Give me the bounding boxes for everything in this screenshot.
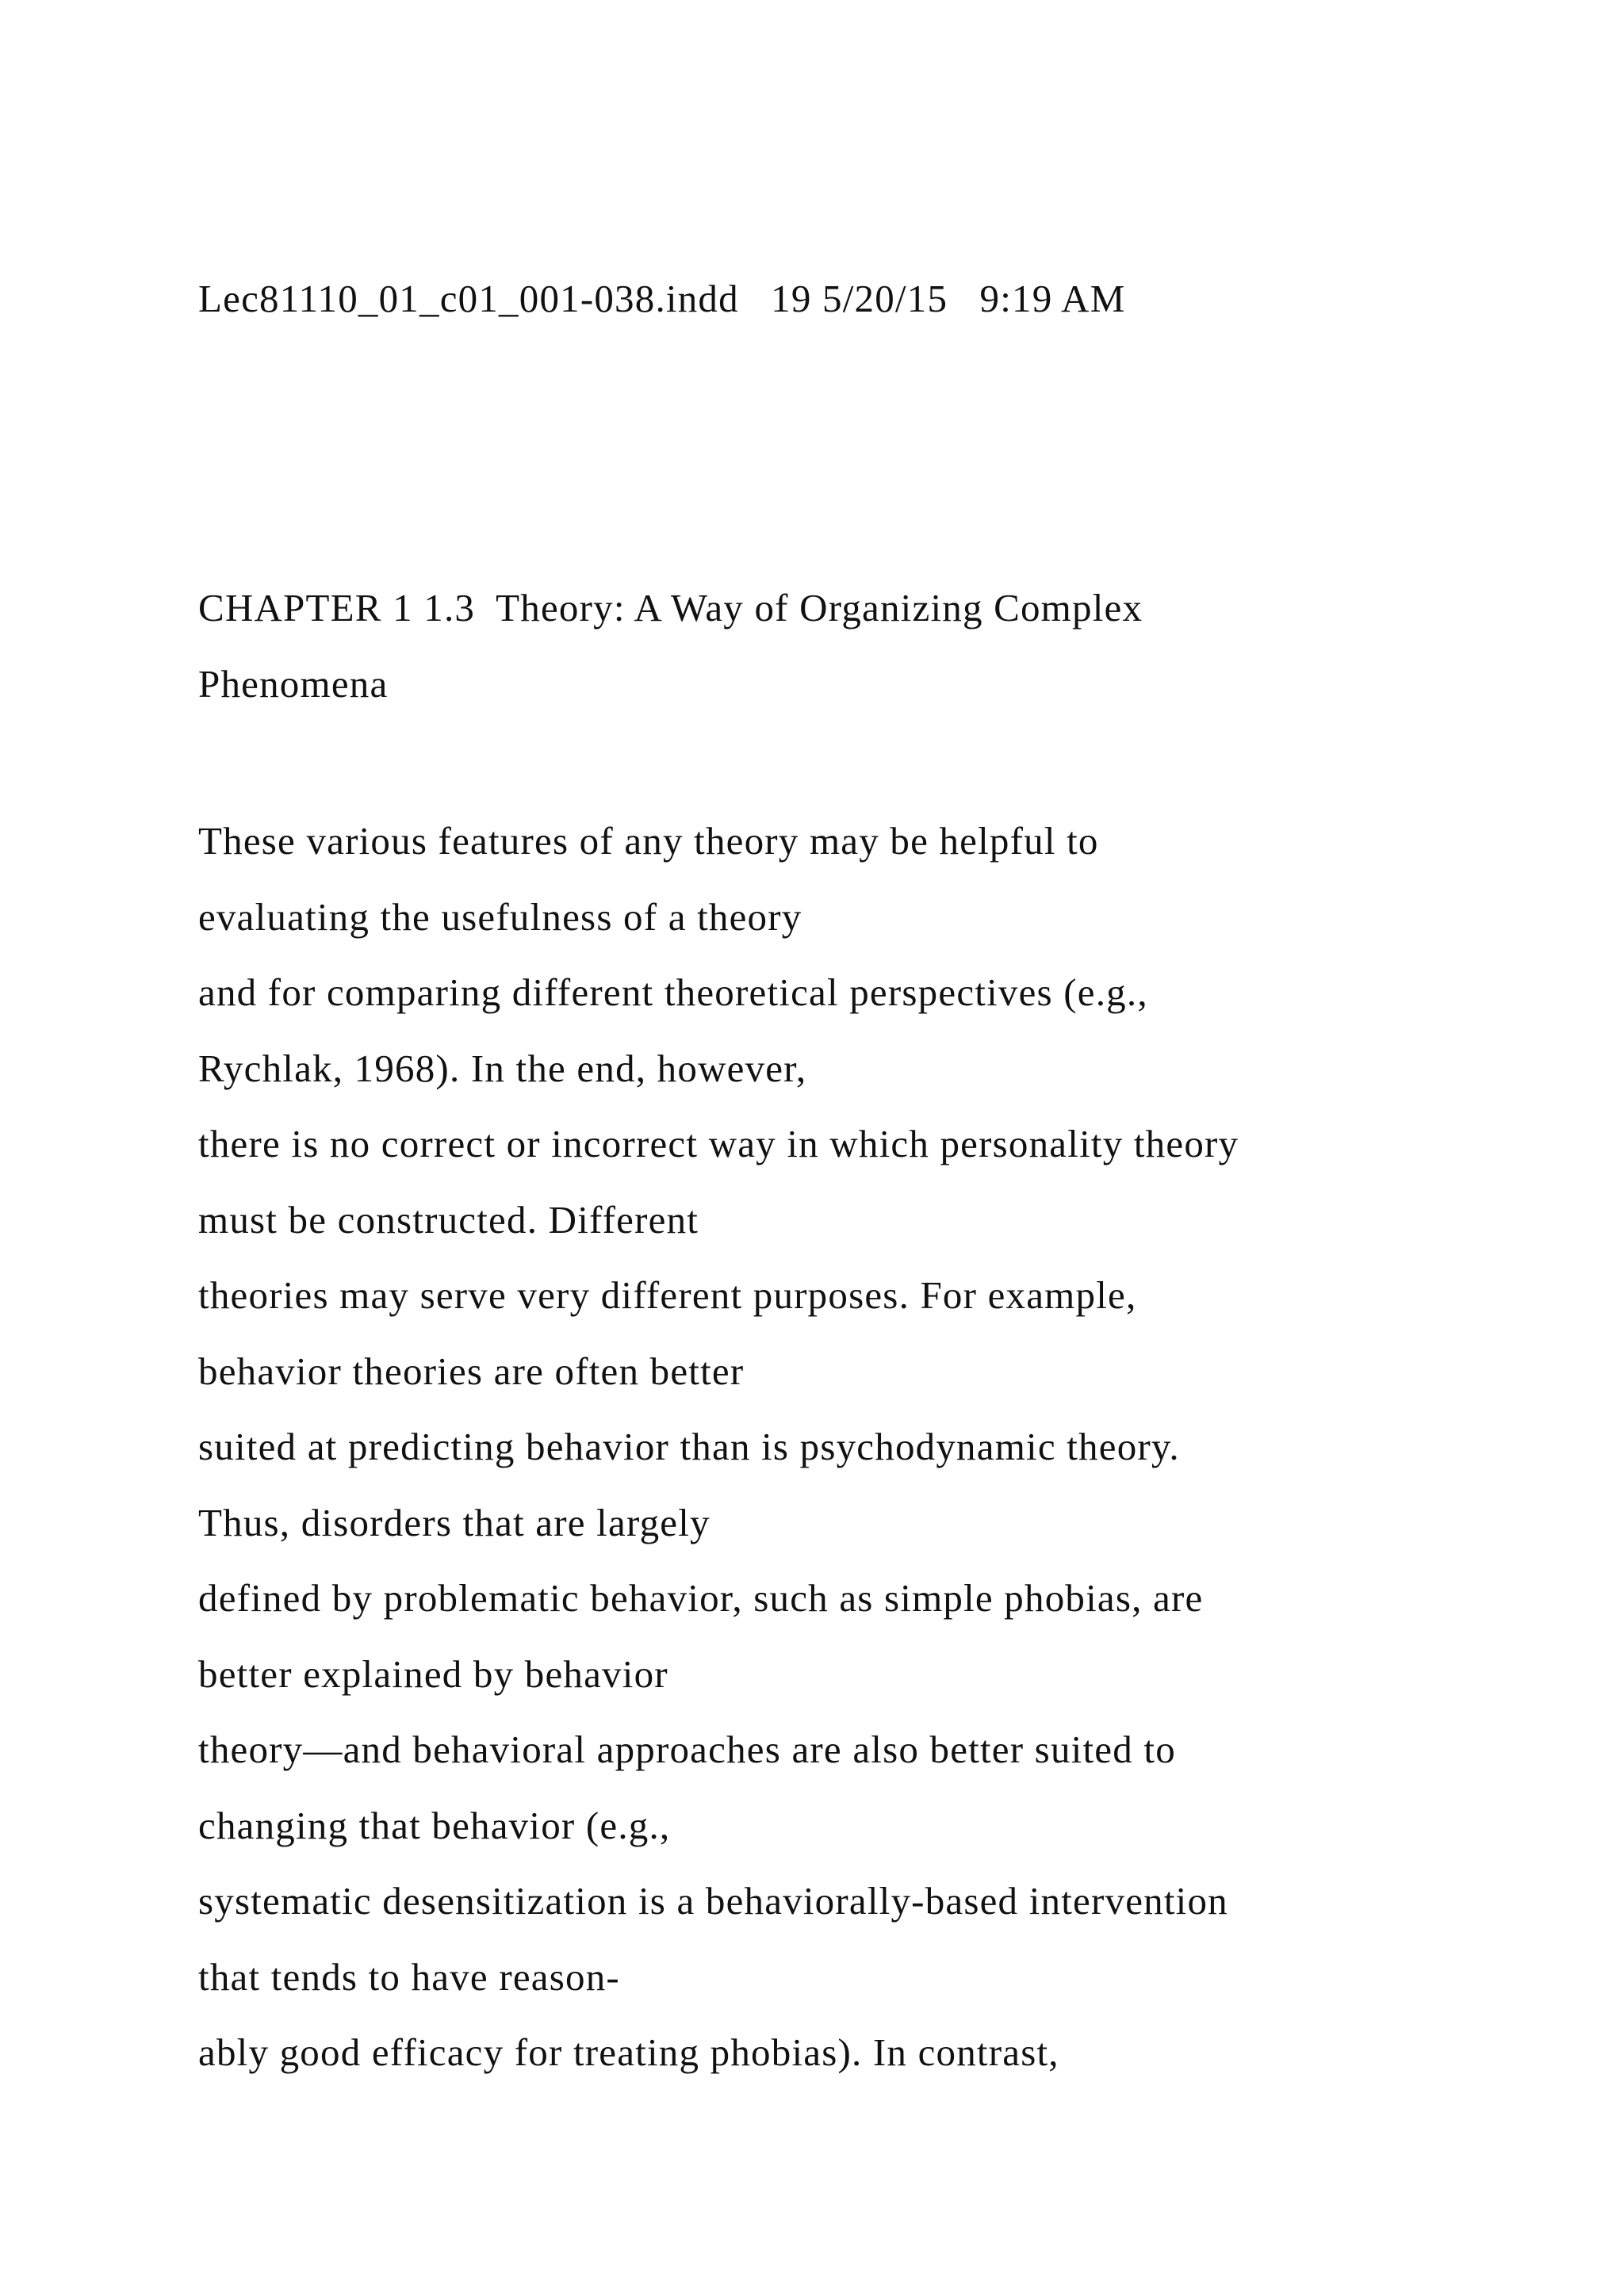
body-line: suited at predicting behavior than is psychodynamic theory. — [198, 1425, 1180, 1468]
body-line: Thus, disorders that are largely — [198, 1501, 710, 1544]
body-line: evaluating the usefulness of a theory — [198, 895, 802, 939]
body-line: behavior theories are often better — [198, 1349, 745, 1393]
file-slug-header: Lec81110_01_c01_001-038.indd 19 5/20/15 9:19 AM — [198, 277, 1126, 320]
body-line: there is no correct or incorrect way in which personality theory — [198, 1122, 1239, 1165]
chapter-heading-line-2: Phenomena — [198, 662, 389, 706]
body-line: and for comparing different theoretical perspectives (e.g., — [198, 970, 1148, 1014]
chapter-heading-line-1: CHAPTER 1 1.3 Theory: A Way of Organizing Complex — [198, 586, 1143, 629]
body-line: Rychlak, 1968). In the end, however, — [198, 1047, 807, 1090]
body-line: ably good efficacy for treating phobias). In contrast, — [198, 2030, 1059, 2074]
body-line: better explained by behavior — [198, 1652, 668, 1696]
body-line: These various features of any theory may be helpful to — [198, 819, 1099, 863]
body-line: changing that behavior (e.g., — [198, 1804, 671, 1847]
body-line: must be constructed. Different — [198, 1198, 699, 1242]
body-line: theories may serve very different purposes. For example, — [198, 1273, 1137, 1317]
body-line: that tends to have reason- — [198, 1955, 620, 1999]
body-line: defined by problematic behavior, such as simple phobias, are — [198, 1576, 1204, 1620]
body-line: systematic desensitization is a behaviorally-based intervention — [198, 1879, 1228, 1923]
body-line: theory—and behavioral approaches are also better suited to — [198, 1728, 1176, 1771]
